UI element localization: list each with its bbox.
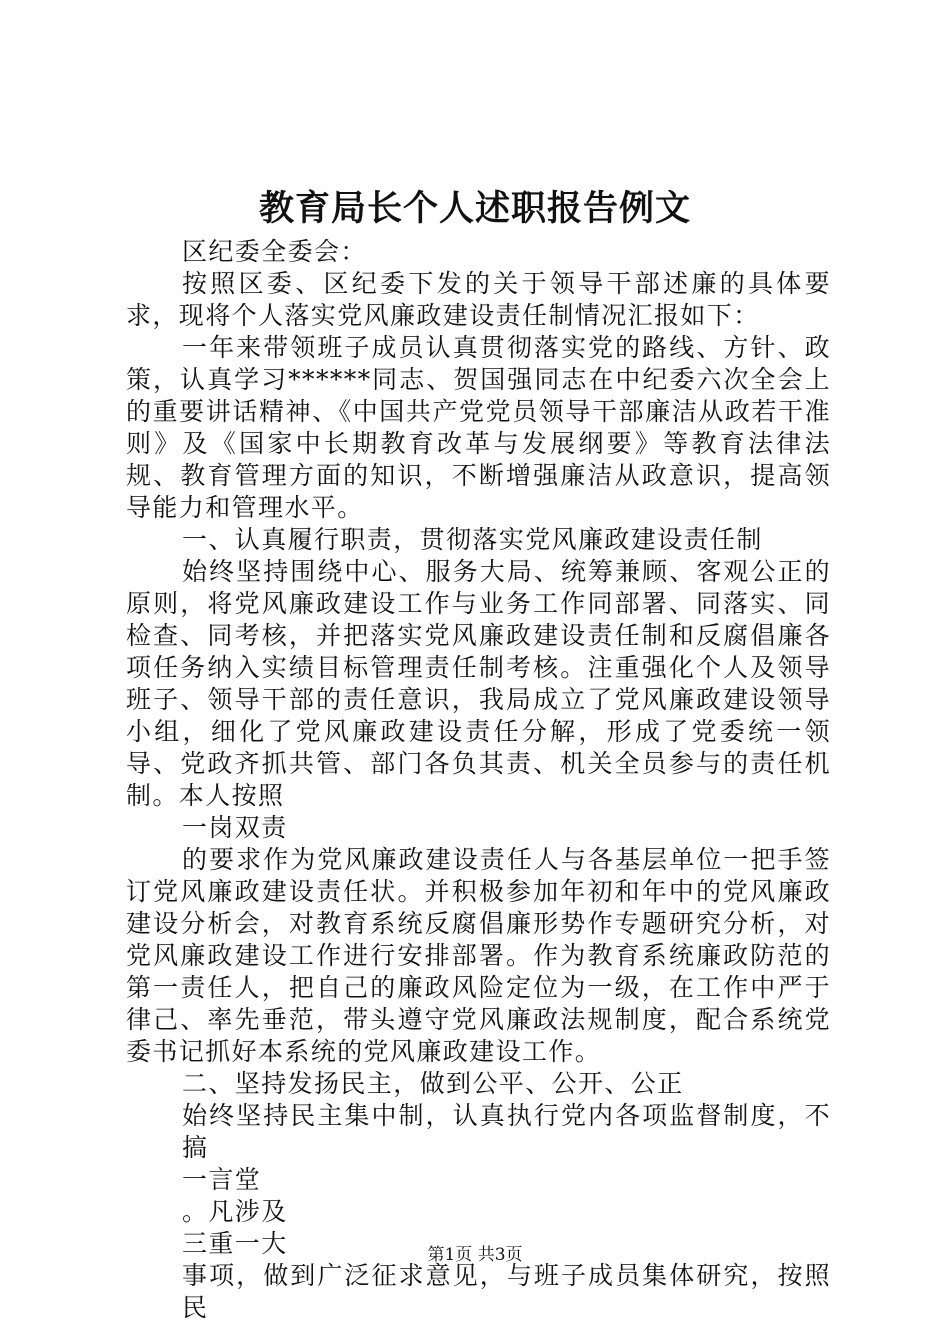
paragraph-salutation: 区纪委全委会： <box>182 237 367 266</box>
paragraph: 的要求作为党风廉政建设责任人与各基层单位一把手签订党风廉政建设责任状。并积极参加年初和年中的党风廉政建设分析会，对教育系统反腐倡廉形势作专题研究分析，对党风廉政建设工作进行安排部署。作为教育系统廉政防范的第一责任人，把自己的廉政风险定位为一级，在工作中严于律己、率先垂范，带头遵守党风廉政法规制度，配合系统党委书记抓好本系统的党风廉政建设工作。 <box>126 845 831 1066</box>
paragraph: 一年来带领班子成员认真贯彻落实党的路线、方针、政策，认真学习******同志、贺国强同志在中纪委六次全会上的重要讲话精神、《中国共产党党员领导干部廉洁从政若干准则》及《国家中长期教育改革与发展纲要》等教育法律法规、教育管理方面的知识，不断增强廉洁从政意识，提高领导能力和管理水平。 <box>126 333 831 522</box>
page-number: 第1页 共3页 <box>427 1245 523 1265</box>
paragraph-fragment: 事项，做到广泛征求意见，与班子成员集体研究，按照民 <box>182 1261 831 1322</box>
document-title: 教育局长个人述职报告例文 <box>258 188 691 229</box>
section-heading: 二、坚持发扬民主，做到公平、公开、公正 <box>182 1069 684 1098</box>
paragraph-fragment: 始终坚持民主集中制，认真执行党内各项监督制度，不搞 <box>182 1101 831 1162</box>
document-body <box>126 236 831 1324</box>
paragraph: 始终坚持围绕中心、服务大局、统筹兼顾、客观公正的原则，将党风廉政建设工作与业务工作同部署、同落实、同检查、同考核，并把落实党风廉政建设责任制和反腐倡廉各项任务纳入实绩目标管理责任制考核。注重强化个人及领导班子、领导干部的责任意识，我局成立了党风廉政建设领导小组，细化了党风廉政建设责任分解，形成了党委统一领导、党政齐抓共管、部门各负其责、机关全员参与的责任机制。本人按照 <box>126 557 831 810</box>
section-heading: 一、认真履行职责，贯彻落实党风廉政建设责任制 <box>182 525 763 554</box>
paragraph: 按照区委、区纪委下发的关于领导干部述廉的具体要求，现将个人落实党风廉政建设责任制情况汇报如下： <box>126 269 831 330</box>
paragraph-fragment: 三重一大 <box>182 1229 288 1258</box>
paragraph-fragment: 。凡涉及 <box>182 1197 288 1226</box>
paragraph-fragment: 一言堂 <box>182 1165 262 1194</box>
paragraph-fragment: 一岗双责 <box>182 813 288 842</box>
